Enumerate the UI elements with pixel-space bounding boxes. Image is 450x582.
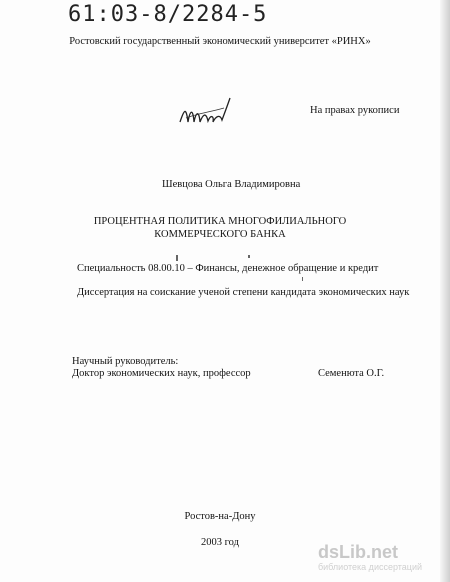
rights-note: На правах рукописи	[310, 105, 400, 116]
specialty: Специальность 08.00.10 – Финансы, денежное обращение и кредит	[77, 263, 379, 274]
watermark-caption: библиотека диссертаций	[318, 562, 423, 572]
scan-mark	[302, 277, 303, 281]
university-name: Ростовский государственный экономический университет «РИНХ»	[69, 36, 371, 47]
thesis-title-line1: ПРОЦЕНТНАЯ ПОЛИТИКА МНОГОФИЛИАЛЬНОГО	[93, 216, 347, 227]
year: 2003 год	[201, 537, 239, 548]
scan-edge	[440, 0, 450, 582]
scan-mark	[248, 255, 250, 258]
author-name: Шевцова Ольга Владимировна	[162, 179, 301, 190]
supervisor-label: Научный руководитель:	[72, 356, 179, 367]
archive-code: 61:03-8/2284-5	[68, 2, 268, 27]
supervisor-degree: Доктор экономических наук, профессор	[72, 368, 251, 379]
supervisor-name: Семенюта О.Г.	[318, 368, 385, 379]
dslib-watermark	[318, 542, 436, 572]
signature-image	[176, 92, 236, 134]
thesis-title-line2: КОММЕРЧЕСКОГО БАНКА	[154, 229, 286, 240]
city: Ростов-на-Дону	[184, 511, 256, 522]
dissertation-type: Диссертация на соискание ученой степени кандидата экономических наук	[77, 287, 410, 298]
watermark-logo: dsLib.net	[318, 542, 398, 562]
scan-mark	[176, 255, 178, 261]
